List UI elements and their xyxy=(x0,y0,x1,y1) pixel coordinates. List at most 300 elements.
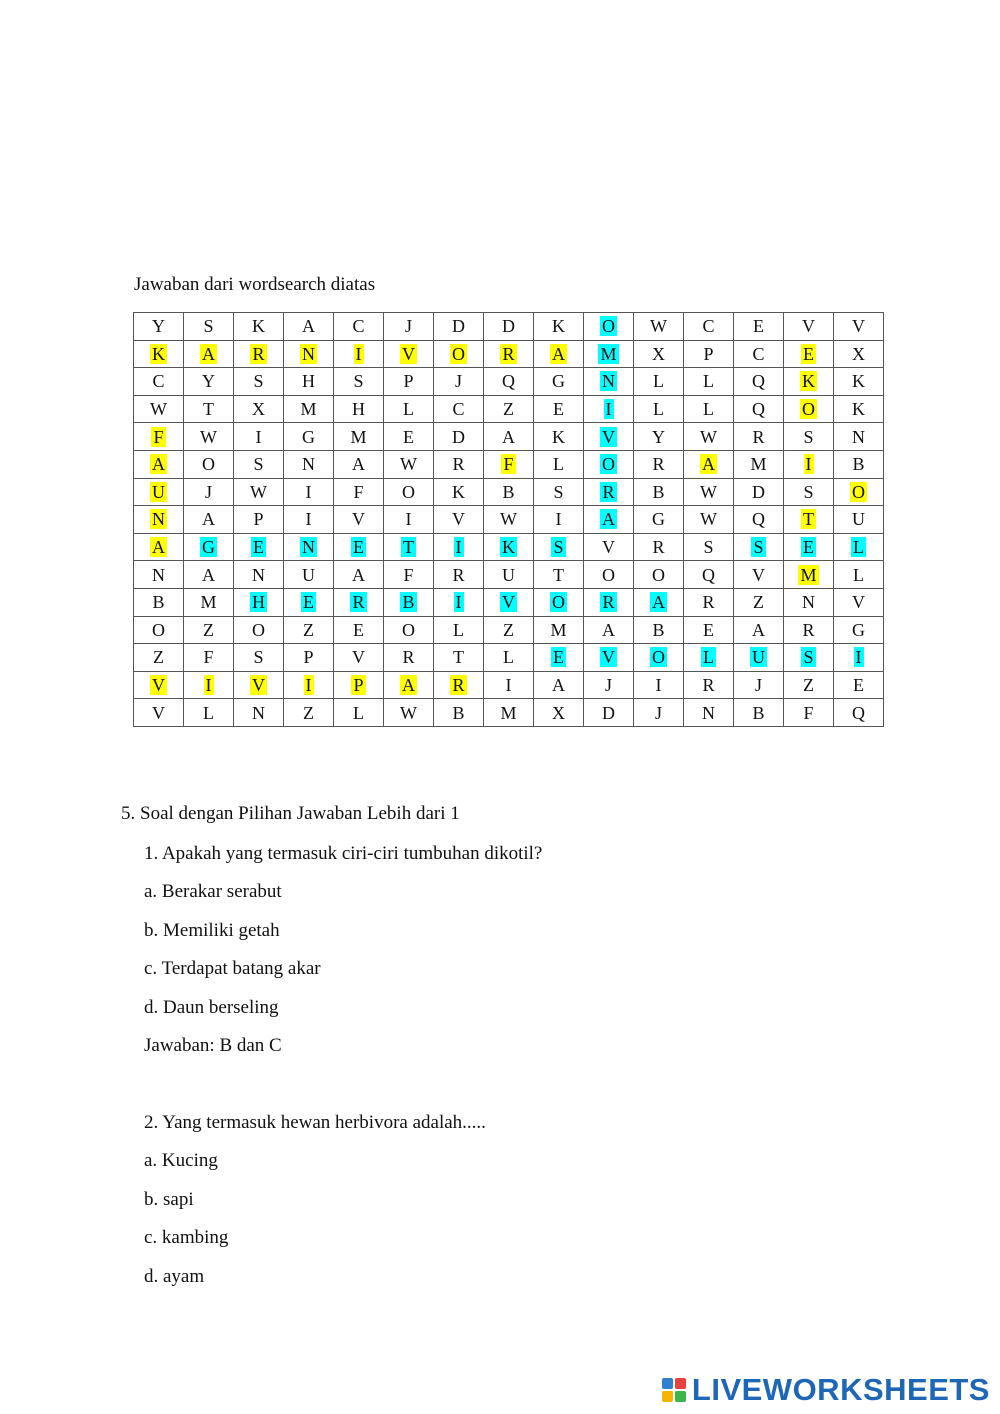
grid-cell xyxy=(784,671,834,699)
grid-letter: B xyxy=(452,702,465,723)
grid-cell xyxy=(284,644,334,672)
grid-cell xyxy=(234,478,284,506)
grid-letter: L xyxy=(853,537,864,558)
grid-letter: V xyxy=(252,675,265,696)
grid-cell xyxy=(384,450,434,478)
grid-cell xyxy=(334,671,384,699)
grid-cell xyxy=(284,699,334,727)
grid-letter: Q xyxy=(502,371,515,392)
grid-letter: Y xyxy=(152,316,165,337)
grid-cell xyxy=(634,368,684,396)
grid-cell xyxy=(784,699,834,727)
grid-letter: B xyxy=(852,454,865,475)
grid-letter: S xyxy=(553,481,564,502)
grid-letter: U xyxy=(502,564,515,585)
grid-letter: A xyxy=(552,343,565,364)
grid-cell xyxy=(834,561,884,589)
grid-row xyxy=(134,450,884,478)
grid-letter: A xyxy=(152,454,165,475)
grid-row xyxy=(134,395,884,423)
grid-cell xyxy=(784,423,834,451)
grid-cell xyxy=(484,671,534,699)
grid-letter: R xyxy=(352,592,365,613)
grid-row xyxy=(134,671,884,699)
grid-row xyxy=(134,368,884,396)
grid-cell xyxy=(834,395,884,423)
grid-cell xyxy=(734,671,784,699)
grid-letter: O xyxy=(652,564,665,585)
grid-letter: I xyxy=(205,675,212,696)
grid-cell xyxy=(684,588,734,616)
grid-cell xyxy=(734,644,784,672)
grid-cell xyxy=(534,616,584,644)
grid-letter: N xyxy=(702,702,715,723)
grid-letter: X xyxy=(852,343,865,364)
grid-cell xyxy=(584,313,634,341)
grid-cell xyxy=(184,423,234,451)
grid-letter: N xyxy=(302,537,315,558)
grid-cell xyxy=(334,588,384,616)
grid-letter: O xyxy=(552,592,565,613)
grid-letter: R xyxy=(452,454,465,475)
question-2-option-d: d. ayam xyxy=(144,1266,205,1287)
grid-cell xyxy=(784,506,834,534)
grid-letter: T xyxy=(553,564,564,585)
grid-letter: L xyxy=(353,702,364,723)
grid-cell xyxy=(434,478,484,506)
grid-letter: Q xyxy=(752,399,765,420)
grid-cell xyxy=(784,450,834,478)
grid-letter: A xyxy=(202,509,215,530)
liveworksheets-logo[interactable] xyxy=(662,1372,990,1408)
grid-letter: F xyxy=(503,454,514,475)
grid-letter: E xyxy=(353,537,364,558)
section-title: 5. Soal dengan Pilihan Jawaban Lebih dari 1 xyxy=(121,803,460,824)
grid-letter: R xyxy=(652,454,665,475)
grid-cell xyxy=(734,395,784,423)
grid-letter: E xyxy=(803,537,814,558)
grid-letter: E xyxy=(553,399,564,420)
grid-cell xyxy=(484,340,534,368)
grid-cell xyxy=(534,561,584,589)
grid-letter: E xyxy=(753,316,764,337)
grid-letter: L xyxy=(653,371,664,392)
grid-cell xyxy=(334,395,384,423)
grid-letter: M xyxy=(300,399,317,420)
grid-letter: A xyxy=(552,675,565,696)
grid-cell xyxy=(634,395,684,423)
grid-letter: N xyxy=(602,371,615,392)
grid-letter: Y xyxy=(652,426,665,447)
grid-letter: E xyxy=(403,426,414,447)
grid-letter: M xyxy=(600,343,617,364)
grid-row xyxy=(134,506,884,534)
grid-letter: K xyxy=(452,481,465,502)
grid-cell xyxy=(484,368,534,396)
grid-cell xyxy=(484,699,534,727)
grid-cell xyxy=(784,561,834,589)
grid-letter: K xyxy=(852,399,865,420)
grid-letter: L xyxy=(553,454,564,475)
grid-letter: S xyxy=(803,481,814,502)
grid-letter: R xyxy=(602,592,615,613)
grid-cell xyxy=(234,395,284,423)
grid-cell xyxy=(284,313,334,341)
question-2-text: 2. Yang termasuk hewan herbivora adalah..... xyxy=(144,1112,486,1133)
grid-cell xyxy=(684,478,734,506)
grid-letter: R xyxy=(702,675,715,696)
grid-cell xyxy=(584,450,634,478)
grid-letter: O xyxy=(602,564,615,585)
grid-cell xyxy=(684,506,734,534)
grid-letter: W xyxy=(200,426,217,447)
grid-row xyxy=(134,533,884,561)
grid-letter: E xyxy=(253,537,264,558)
grid-letter: Z xyxy=(153,647,164,668)
grid-letter: O xyxy=(602,316,615,337)
grid-cell xyxy=(584,616,634,644)
grid-cell xyxy=(634,340,684,368)
grid-letter: A xyxy=(752,619,765,640)
grid-cell xyxy=(234,533,284,561)
grid-letter: R xyxy=(402,647,415,668)
grid-letter: J xyxy=(754,675,762,696)
grid-row xyxy=(134,478,884,506)
wordsearch-grid xyxy=(133,312,884,727)
grid-cell xyxy=(184,506,234,534)
grid-cell xyxy=(484,616,534,644)
grid-cell xyxy=(434,368,484,396)
grid-letter: M xyxy=(500,702,517,723)
grid-cell xyxy=(384,506,434,534)
grid-cell xyxy=(484,644,534,672)
grid-cell xyxy=(684,561,734,589)
grid-letter: I xyxy=(455,592,462,613)
grid-letter: Z xyxy=(303,619,314,640)
grid-cell xyxy=(384,368,434,396)
grid-cell xyxy=(434,395,484,423)
grid-letter: H xyxy=(252,592,265,613)
grid-letter: C xyxy=(702,316,715,337)
grid-letter: P xyxy=(303,647,314,668)
grid-cell xyxy=(534,533,584,561)
grid-cell xyxy=(534,395,584,423)
grid-cell xyxy=(784,395,834,423)
grid-cell xyxy=(384,340,434,368)
grid-cell xyxy=(834,313,884,341)
grid-cell xyxy=(784,616,834,644)
grid-cell xyxy=(534,313,584,341)
grid-letter: W xyxy=(700,426,717,447)
grid-cell xyxy=(684,671,734,699)
grid-letter: V xyxy=(352,509,365,530)
grid-cell xyxy=(234,340,284,368)
grid-letter: S xyxy=(803,426,814,447)
grid-cell xyxy=(134,340,184,368)
grid-letter: R xyxy=(452,564,465,585)
grid-letter: V xyxy=(602,426,615,447)
grid-cell xyxy=(584,533,634,561)
grid-letter: V xyxy=(752,564,765,585)
grid-letter: I xyxy=(305,675,312,696)
grid-cell xyxy=(184,450,234,478)
grid-cell xyxy=(784,340,834,368)
grid-letter: V xyxy=(602,647,615,668)
question-1-text: 1. Apakah yang termasuk ciri-ciri tumbuhan dikotil? xyxy=(144,843,543,864)
grid-cell xyxy=(834,616,884,644)
grid-letter: N xyxy=(152,509,165,530)
grid-cell xyxy=(434,423,484,451)
grid-cell xyxy=(734,561,784,589)
grid-letter: F xyxy=(403,564,414,585)
grid-letter: R xyxy=(652,537,665,558)
question-1-option-d: d. Daun berseling xyxy=(144,997,279,1018)
grid-cell xyxy=(534,478,584,506)
grid-letter: A xyxy=(702,454,715,475)
grid-cell xyxy=(234,699,284,727)
grid-letter: O xyxy=(402,619,415,640)
grid-letter: K xyxy=(152,343,165,364)
grid-cell xyxy=(134,644,184,672)
grid-letter: N xyxy=(302,454,315,475)
grid-cell xyxy=(134,533,184,561)
grid-letter: C xyxy=(152,371,165,392)
grid-cell xyxy=(134,616,184,644)
grid-letter: I xyxy=(605,399,612,420)
grid-letter: W xyxy=(250,481,267,502)
grid-cell xyxy=(234,588,284,616)
grid-cell xyxy=(384,616,434,644)
grid-cell xyxy=(734,340,784,368)
grid-letter: A xyxy=(652,592,665,613)
grid-row xyxy=(134,616,884,644)
grid-letter: J xyxy=(604,675,612,696)
grid-cell xyxy=(534,588,584,616)
grid-letter: A xyxy=(402,675,415,696)
grid-cell xyxy=(734,313,784,341)
grid-row xyxy=(134,313,884,341)
grid-cell xyxy=(734,478,784,506)
grid-cell xyxy=(384,699,434,727)
grid-letter: V xyxy=(852,592,865,613)
grid-letter: P xyxy=(253,509,264,530)
grid-cell xyxy=(634,671,684,699)
grid-letter: A xyxy=(352,454,365,475)
grid-letter: D xyxy=(452,426,465,447)
grid-cell xyxy=(684,450,734,478)
grid-cell xyxy=(384,313,434,341)
grid-cell xyxy=(434,450,484,478)
grid-cell xyxy=(834,340,884,368)
grid-cell xyxy=(384,588,434,616)
grid-letter: Z xyxy=(203,619,214,640)
grid-cell xyxy=(334,561,384,589)
grid-letter: K xyxy=(502,537,515,558)
grid-letter: O xyxy=(802,399,815,420)
grid-letter: A xyxy=(602,509,615,530)
grid-letter: O xyxy=(252,619,265,640)
grid-cell xyxy=(834,450,884,478)
grid-cell xyxy=(334,478,384,506)
grid-letter: I xyxy=(855,647,862,668)
grid-cell xyxy=(134,368,184,396)
grid-cell xyxy=(834,478,884,506)
grid-letter: L xyxy=(703,399,714,420)
grid-cell xyxy=(384,644,434,672)
grid-cell xyxy=(684,368,734,396)
grid-cell xyxy=(284,671,334,699)
grid-letter: V xyxy=(852,316,865,337)
grid-letter: B xyxy=(402,592,415,613)
grid-letter: T xyxy=(403,537,414,558)
grid-letter: N xyxy=(302,343,315,364)
grid-cell xyxy=(184,588,234,616)
grid-cell xyxy=(734,368,784,396)
grid-cell xyxy=(284,368,334,396)
grid-cell xyxy=(184,478,234,506)
grid-letter: J xyxy=(654,702,662,723)
logo-text: LIVEWORKSHEETS xyxy=(691,1372,990,1407)
grid-cell xyxy=(434,506,484,534)
grid-cell xyxy=(134,699,184,727)
grid-letter: U xyxy=(752,647,765,668)
grid-cell xyxy=(584,506,634,534)
grid-letter: X xyxy=(652,343,665,364)
grid-cell xyxy=(134,671,184,699)
grid-letter: O xyxy=(852,481,865,502)
grid-letter: Z xyxy=(303,702,314,723)
grid-cell xyxy=(334,450,384,478)
grid-letter: P xyxy=(353,675,364,696)
grid-cell xyxy=(484,313,534,341)
grid-letter: A xyxy=(152,537,165,558)
grid-cell xyxy=(434,644,484,672)
grid-letter: V xyxy=(152,702,165,723)
grid-cell xyxy=(534,506,584,534)
grid-letter: O xyxy=(202,454,215,475)
grid-letter: Q xyxy=(852,702,865,723)
grid-cell xyxy=(334,340,384,368)
grid-letter: K xyxy=(552,426,565,447)
grid-cell xyxy=(534,423,584,451)
grid-cell xyxy=(584,699,634,727)
grid-cell xyxy=(484,478,534,506)
grid-letter: L xyxy=(403,399,414,420)
grid-letter: S xyxy=(553,537,564,558)
grid-letter: M xyxy=(800,564,817,585)
grid-letter: R xyxy=(702,592,715,613)
grid-cell xyxy=(284,506,334,534)
grid-letter: L xyxy=(203,702,214,723)
grid-letter: K xyxy=(552,316,565,337)
grid-letter: B xyxy=(502,481,515,502)
grid-letter: W xyxy=(400,702,417,723)
grid-cell xyxy=(334,699,384,727)
question-1-option-c: c. Terdapat batang akar xyxy=(144,958,321,979)
grid-letter: R xyxy=(752,426,765,447)
grid-cell xyxy=(134,561,184,589)
grid-cell xyxy=(834,644,884,672)
grid-letter: L xyxy=(853,564,864,585)
grid-letter: O xyxy=(402,481,415,502)
grid-letter: W xyxy=(500,509,517,530)
grid-cell xyxy=(784,588,834,616)
grid-cell xyxy=(334,423,384,451)
grid-letter: E xyxy=(703,619,714,640)
grid-cell xyxy=(584,478,634,506)
grid-cell xyxy=(834,368,884,396)
grid-cell xyxy=(634,699,684,727)
grid-letter: N xyxy=(152,564,165,585)
grid-letter: U xyxy=(302,564,315,585)
grid-cell xyxy=(384,533,434,561)
grid-cell xyxy=(484,533,534,561)
grid-letter: V xyxy=(602,537,615,558)
grid-letter: F xyxy=(353,481,364,502)
grid-cell xyxy=(634,450,684,478)
grid-cell xyxy=(384,423,434,451)
grid-cell xyxy=(634,644,684,672)
grid-letter: G xyxy=(852,619,865,640)
grid-letter: Z xyxy=(503,399,514,420)
grid-cell xyxy=(334,616,384,644)
grid-cell xyxy=(734,533,784,561)
grid-cell xyxy=(584,561,634,589)
grid-letter: Z xyxy=(753,592,764,613)
grid-letter: I xyxy=(555,509,562,530)
grid-cell xyxy=(384,395,434,423)
grid-letter: A xyxy=(202,564,215,585)
grid-cell xyxy=(434,671,484,699)
grid-cell xyxy=(584,671,634,699)
grid-letter: V xyxy=(802,316,815,337)
grid-cell xyxy=(784,533,834,561)
grid-letter: D xyxy=(752,481,765,502)
grid-letter: L xyxy=(453,619,464,640)
grid-letter: S xyxy=(203,316,214,337)
grid-cell xyxy=(534,368,584,396)
grid-cell xyxy=(234,616,284,644)
grid-cell xyxy=(284,395,334,423)
grid-cell xyxy=(334,644,384,672)
grid-letter: U xyxy=(152,481,165,502)
grid-cell xyxy=(434,561,484,589)
grid-cell xyxy=(784,313,834,341)
grid-cell xyxy=(734,506,784,534)
grid-cell xyxy=(684,644,734,672)
grid-letter: K xyxy=(252,316,265,337)
question-1-answer: Jawaban: B dan C xyxy=(144,1035,282,1056)
grid-cell xyxy=(484,395,534,423)
grid-letter: R xyxy=(502,343,515,364)
grid-letter: I xyxy=(305,481,312,502)
grid-letter: V xyxy=(352,647,365,668)
grid-letter: F xyxy=(203,647,214,668)
grid-cell xyxy=(784,368,834,396)
grid-letter: V xyxy=(152,675,165,696)
grid-cell xyxy=(184,644,234,672)
grid-cell xyxy=(134,423,184,451)
grid-letter: J xyxy=(454,371,462,392)
grid-letter: L xyxy=(503,647,514,668)
grid-cell xyxy=(484,561,534,589)
grid-letter: A xyxy=(302,316,315,337)
grid-letter: G xyxy=(552,371,565,392)
grid-cell xyxy=(584,340,634,368)
grid-letter: C xyxy=(452,399,465,420)
grid-letter: V xyxy=(402,343,415,364)
grid-cell xyxy=(584,588,634,616)
